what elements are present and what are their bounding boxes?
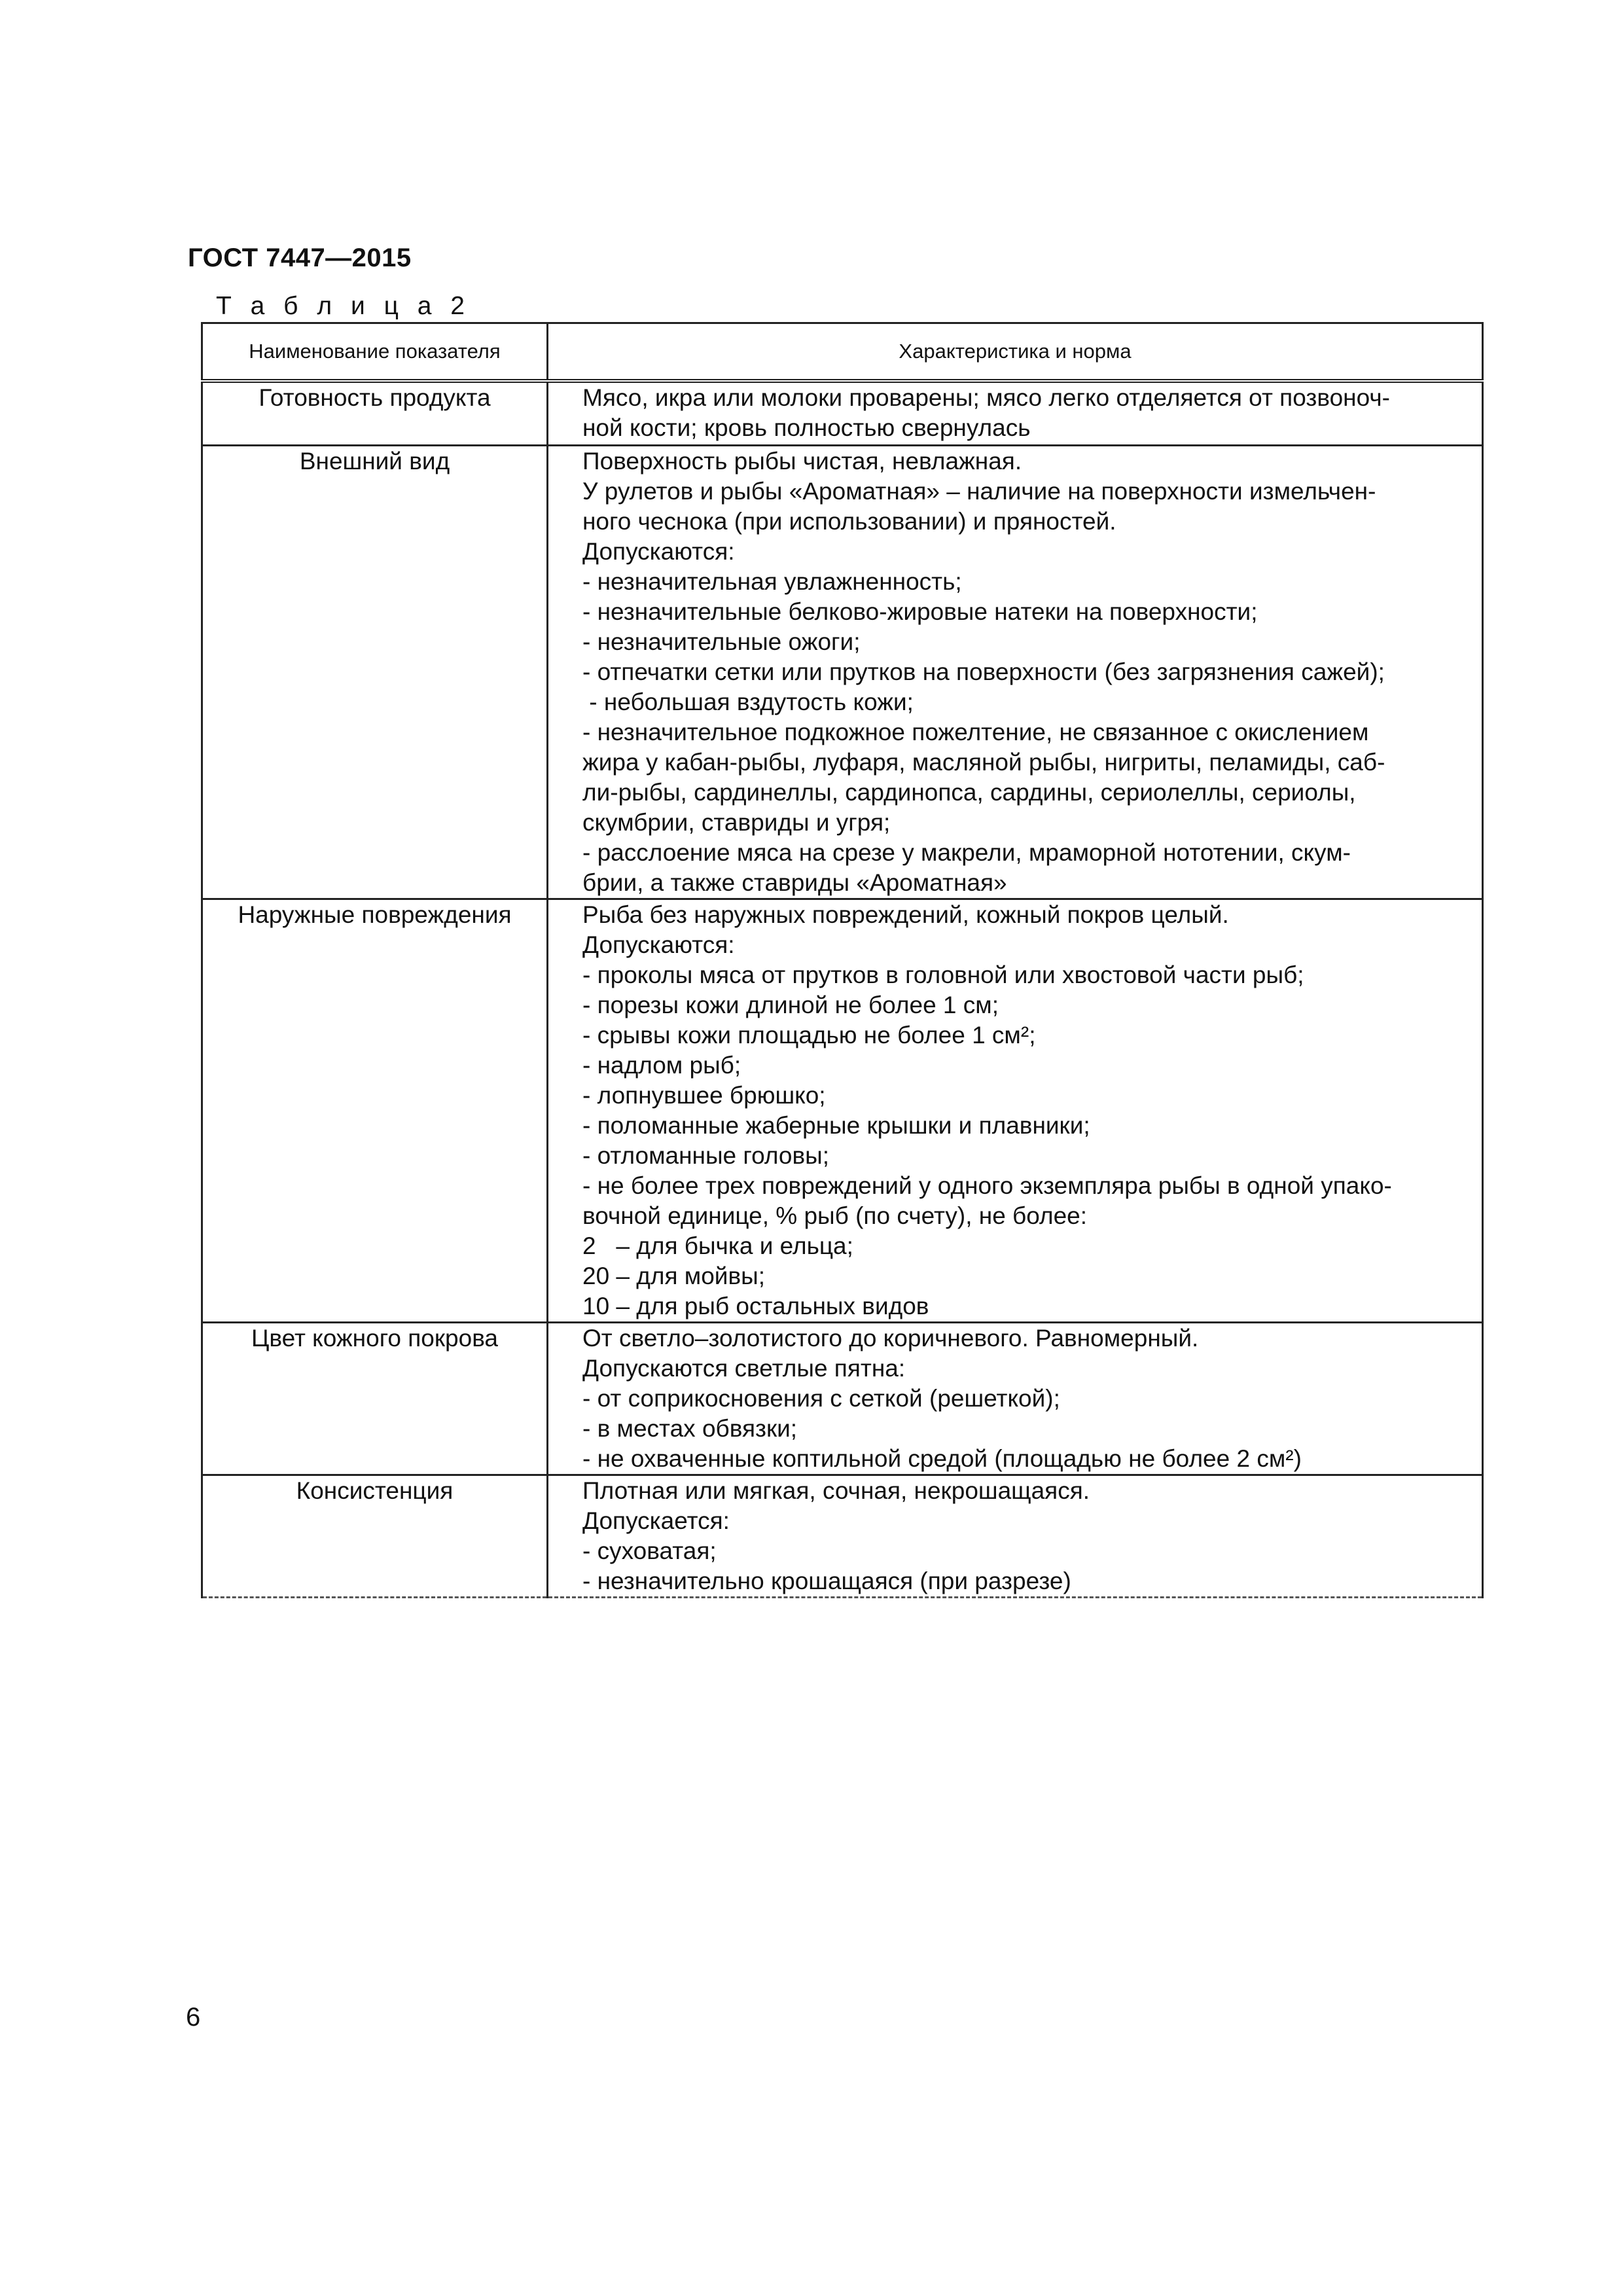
text-line: - срывы кожи площадью не более 1 см²; xyxy=(582,1021,1036,1049)
indicators-table xyxy=(201,322,1484,1598)
row-characteristic xyxy=(548,381,1483,445)
table-row xyxy=(202,1475,1483,1597)
row-name: Консистенция xyxy=(202,1475,548,1597)
column-header-name: Наименование показателя xyxy=(202,323,548,382)
text-line: - расслоение мяса на срезе у макрели, мраморной нототении, скум- xyxy=(582,838,1351,866)
text-line: - в местах обвязки; xyxy=(582,1414,798,1442)
table-row xyxy=(202,381,1483,445)
text-line: - лопнувшее брюшко; xyxy=(582,1081,826,1109)
text-line: - не более трех повреждений у одного экземпляра рыбы в одной упако- xyxy=(582,1172,1392,1199)
text-line: брии, а также ставриды «Ароматная» xyxy=(582,869,1007,896)
text-line: Мясо, икра или молоки проварены; мясо легко отделяется от позвоноч- xyxy=(582,384,1390,411)
text-line: - отпечатки сетки или прутков на поверхности (без загрязнения сажей); xyxy=(582,658,1385,685)
text-line: - надлом рыб; xyxy=(582,1051,741,1079)
page-number: 6 xyxy=(186,2003,201,2032)
text-line: 10 – для рыб остальных видов xyxy=(582,1292,929,1319)
text-line: - не охваченные коптильной средой (площадью не более 2 см²) xyxy=(582,1444,1302,1472)
table-row xyxy=(202,1322,1483,1475)
text-line: ной кости; кровь полностью свернулась xyxy=(582,414,1031,441)
row-name: Готовность продукта xyxy=(202,381,548,445)
text-line: 20 – для мойвы; xyxy=(582,1262,765,1289)
row-characteristic xyxy=(548,445,1483,899)
text-line: вочной единице, % рыб (по счету), не более: xyxy=(582,1202,1088,1229)
row-characteristic xyxy=(548,1475,1483,1597)
text-line: Допускаются: xyxy=(582,931,735,958)
text-line: - от соприкосновения с сеткой (решеткой); xyxy=(582,1384,1060,1412)
column-header-characteristic: Характеристика и норма xyxy=(548,323,1483,382)
text-line: скумбрии, ставриды и угря; xyxy=(582,808,891,836)
table-row xyxy=(202,445,1483,899)
text-line: - незначительно крошащаяся (при разрезе) xyxy=(582,1567,1071,1594)
text-line: Допускаются светлые пятна: xyxy=(582,1354,906,1382)
text-line: - суховатая; xyxy=(582,1537,717,1564)
text-line: ли-рыбы, сардинеллы, сардинопса, сардины, сериолеллы, сериолы, xyxy=(582,778,1356,806)
text-line: - порезы кожи длиной не более 1 см; xyxy=(582,991,999,1018)
text-line: Рыба без наружных повреждений, кожный покров целый. xyxy=(582,901,1229,928)
document-header: ГОСТ 7447—2015 xyxy=(188,243,412,272)
text-line: Допускается: xyxy=(582,1507,730,1534)
table-caption: Т а б л и ц а 2 xyxy=(216,292,471,320)
text-line: 2 – для бычка и ельца; xyxy=(582,1232,853,1259)
text-line: От светло–золотистого до коричневого. Равномерный. xyxy=(582,1324,1199,1352)
text-line: жира у кабан-рыбы, луфаря, масляной рыбы, нигриты, пеламиды, саб- xyxy=(582,748,1385,776)
text-line: У рулетов и рыбы «Ароматная» – наличие на поверхности измельчен- xyxy=(582,477,1376,505)
table-header-row xyxy=(202,323,1483,382)
text-line: - незначительная увлажненность; xyxy=(582,567,962,595)
text-line: Допускаются: xyxy=(582,537,735,565)
text-line: Плотная или мягкая, сочная, некрошащаяся. xyxy=(582,1477,1090,1504)
text-line: Поверхность рыбы чистая, невлажная. xyxy=(582,447,1022,475)
row-name: Наружные повреждения xyxy=(202,899,548,1322)
text-line: - незначительные ожоги; xyxy=(582,628,861,655)
row-characteristic xyxy=(548,1322,1483,1475)
row-characteristic xyxy=(548,899,1483,1322)
table-row xyxy=(202,899,1483,1322)
row-name: Цвет кожного покрова xyxy=(202,1322,548,1475)
text-line: - поломанные жаберные крышки и плавники; xyxy=(582,1111,1090,1139)
text-line: - небольшая вздутость кожи; xyxy=(582,688,914,715)
text-line: ного чеснока (при использовании) и пряностей. xyxy=(582,507,1116,535)
text-line: - проколы мяса от прутков в головной или хвостовой части рыб; xyxy=(582,961,1304,988)
text-line: - незначительные белково-жировые натеки на поверхности; xyxy=(582,598,1258,625)
text-line: - отломанные головы; xyxy=(582,1141,829,1169)
text-line: - незначительное подкожное пожелтение, не связанное с окислением xyxy=(582,718,1369,745)
row-name: Внешний вид xyxy=(202,445,548,899)
